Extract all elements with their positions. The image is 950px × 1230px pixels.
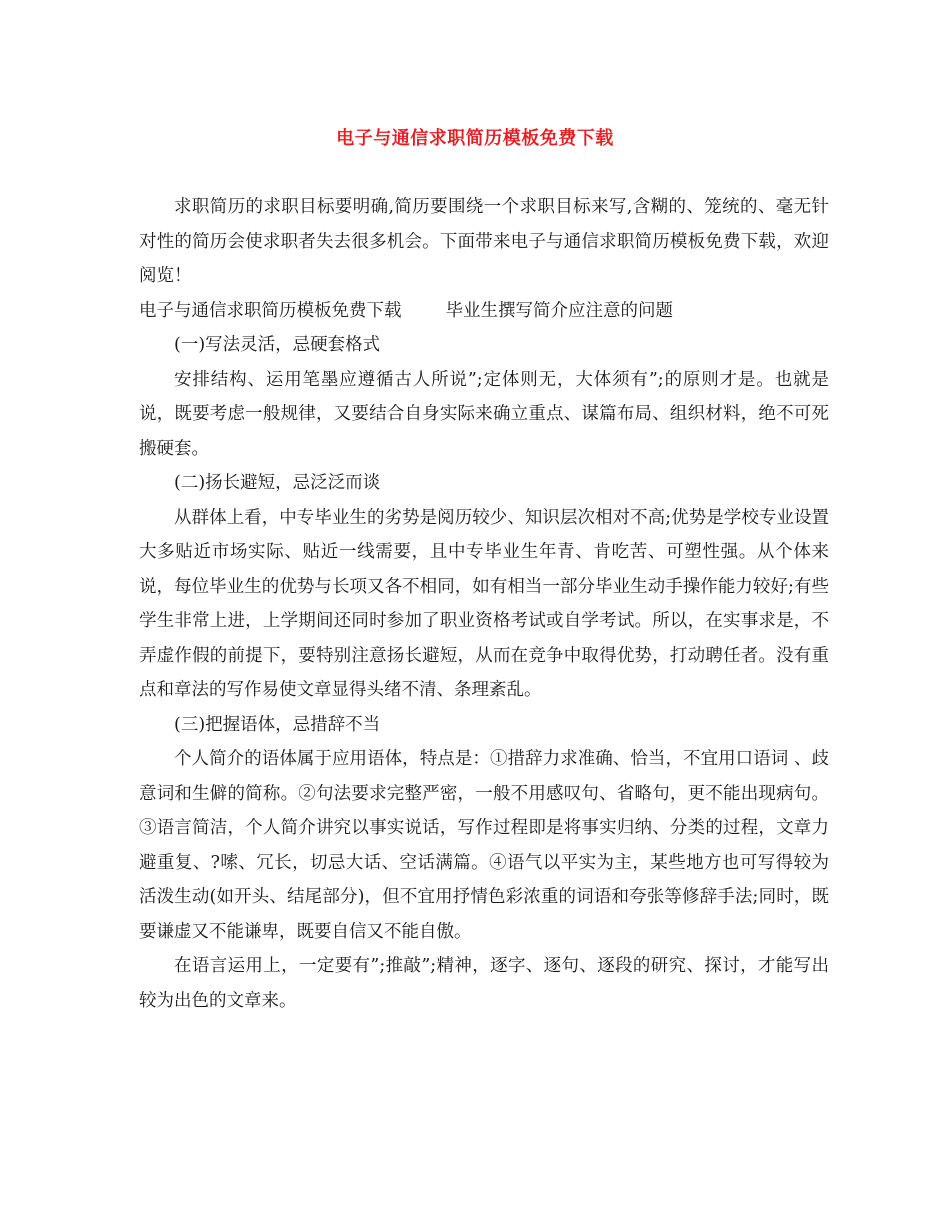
section2-paragraph: 从群体上看，中专毕业生的劣势是阅历较少、知识层次相对不高;优势是学校专业设置大多贴近市场实际、贴近一线需要，且中专毕业生年青、肯吃苦、可塑性强。从个体来说，每位毕业生的优势与长项又各不相同，如有相当一部分毕业生动手操作能力较好;有些学生非常上进，上学期间还同时参加了职业资格考试或自学考试。所以，在实事求是，不弄虚作假的前提下，要特别注意扬长避短，从而在竞争中取得优势，打动聘任者。没有重点和章法的写作易使文章显得头绪不清、条理紊乱。 — [139, 507, 829, 700]
topic-line — [139, 294, 829, 329]
document-body — [139, 190, 829, 1018]
section2-heading: (二)扬长避短，忌泛泛而谈 — [174, 473, 381, 493]
closing-paragraph: 在语言运用上，一定要有”;推敲”;精神，逐字、逐句、逐段的研究、探讨，才能写出较为出色的文章来。 — [139, 956, 829, 1011]
section1-heading: (一)写法灵活，忌硬套格式 — [174, 335, 381, 355]
section3-heading: (三)把握语体，忌措辞不当 — [174, 714, 381, 735]
intro-paragraph: 求职简历的求职目标要明确,简历要围绕一个求职目标来写,含糊的、笼统的、毫无针对性的简历会使求职者失去很多机会。下面带来电子与通信求职简历模板免费下载，欢迎阅览！ — [139, 197, 829, 286]
section3-paragraph: 个人简介的语体属于应用语体，特点是：①措辞力求准确、恰当，不宜用口语词 、歧意词和生僻的简称。②句法要求完整严密，一般不用感叹句、省略句，更不能出现病句。③语言简洁，个人简介讲究以事实说话，写作过程即是将事实归纳、分类的过程，文章力避重复、?嗦、冗长，切忌大话、空话满篇。④语气以平实为主，某些地方也可写得较为活泼生动(如开头、结尾部分)，但不宜用抒情色彩浓重的词语和夸张等修辞手法;同时，既要谦虚又不能谦卑，既要自信又不能自傲。 — [139, 749, 829, 942]
document-title: 电子与通信求职简历模板免费下载 — [336, 128, 614, 149]
section1-paragraph: 安排结构、运用笔墨应遵循古人所说”;定体则无，大体须有”;的原则才是。也就是说，既要考虑一般规律，又要结合自身实际来确立重点、谋篇布局、组织材料，绝不可死搬硬套。 — [139, 369, 829, 459]
topic-line-left: 电子与通信求职简历模板免费下载 — [139, 300, 402, 321]
topic-line-right: 毕业生撰写简介应注意的问题 — [445, 300, 673, 321]
